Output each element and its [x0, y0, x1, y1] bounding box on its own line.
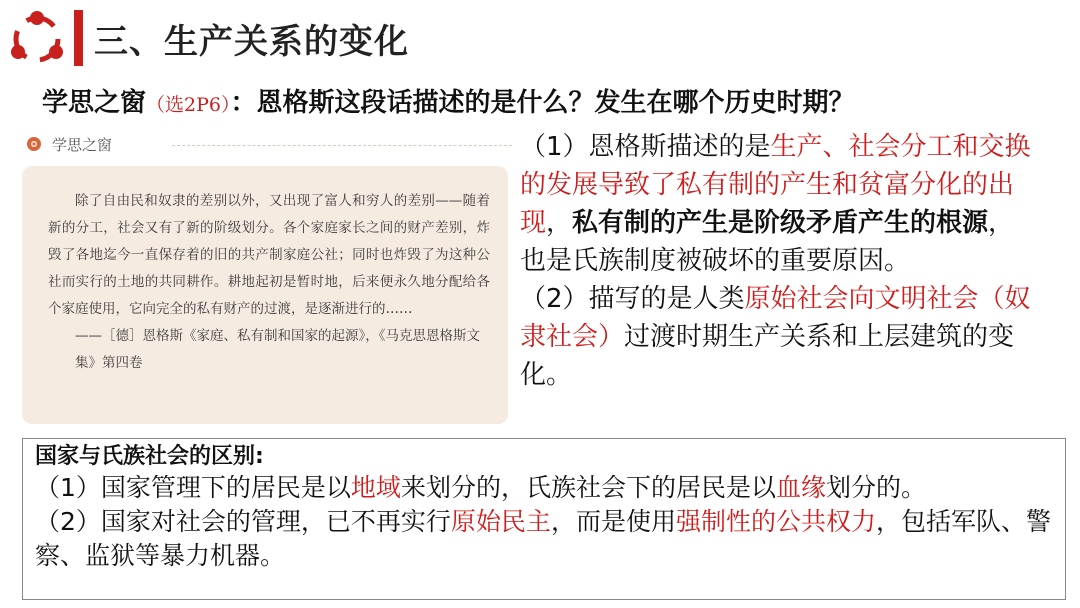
answer-1-lead: （1）恩格斯描述的是	[520, 132, 771, 162]
answer-1-bold: 私有制的产生是阶级矛盾产生的根源	[572, 208, 989, 238]
excerpt-box	[22, 166, 508, 424]
three-circles-logo	[8, 10, 66, 68]
item-1-middle: 来划分的，氏族社会下的居民是以	[400, 473, 776, 502]
answer-paragraph-1	[520, 128, 1040, 280]
excerpt-heading: 学思之窗	[52, 136, 113, 154]
item-2-highlight-1: 原始民主	[450, 507, 551, 536]
item-2-lead: （2）国家对社会的管理，已不再实行	[35, 507, 451, 536]
item-1-lead: （1）国家管理下的居民是以	[35, 473, 351, 502]
answer-1-tail: ，也是氏族制度被破坏的重要原因。	[520, 208, 1015, 276]
excerpt-header	[22, 128, 512, 160]
question-colon: ：	[230, 88, 257, 118]
page-title: 三、生产关系的变化	[94, 22, 409, 62]
item-2-tail: ，包括军队、警察、监狱等暴力机器。	[35, 507, 1051, 570]
title-accent-bar	[74, 10, 83, 66]
question-source: （选2P6）	[146, 94, 231, 116]
answer-1-highlight: 生产、社会分工和交换的发展导致了私有制的产生和贫富分化的出现	[520, 132, 1031, 238]
item-1-tail: 划分的。	[825, 473, 926, 502]
excerpt-citation: ——［德］恩格斯《家庭、私有制和国家的起源》，《马克思恩格斯文集》第四卷	[75, 328, 480, 371]
answer-text	[520, 128, 1040, 394]
answer-2-lead: （2）描写的是人类	[520, 284, 745, 314]
comparison-item-2	[35, 505, 1053, 573]
answer-2-highlight: 原始社会向文明社会（奴隶社会）	[520, 284, 1031, 352]
answer-1-comma: ，	[546, 208, 573, 238]
item-2-middle: ，而是使用	[550, 507, 676, 536]
excerpt-body: 除了自由民和奴隶的差别以外，又出现了富人和穷人的差别——随着新的分工，社会又有了新的阶级划分。各个家庭家长之间的财产差别，炸毁了各地迄今一直保存着的旧的共产制家庭公社；同时也炸毁了为这种公社而实行的土地的共同耕作。耕地起初是暂时地，后来便永久地分配给各个家庭使用，它向完全的私有财产的过渡，是逐渐进行的……	[48, 193, 490, 317]
flower-icon	[26, 136, 42, 152]
comparison-item-1	[35, 471, 1053, 505]
question-label: 学思之窗	[42, 88, 147, 118]
answer-paragraph-2	[520, 280, 1040, 394]
question-line	[42, 82, 855, 119]
comparison-title: 国家与氏族社会的区别:	[35, 444, 264, 469]
excerpt-divider	[172, 145, 512, 146]
item-2-highlight-2: 强制性的公共权力	[675, 507, 876, 536]
comparison-box	[22, 438, 1066, 600]
question-text: 恩格斯这段话描述的是什么？发生在哪个历史时期？	[256, 88, 855, 118]
item-1-highlight-2: 血缘	[775, 473, 826, 502]
item-1-highlight-1: 地域	[350, 473, 401, 502]
answer-2-tail: 过渡时期生产关系和上层建筑的变化。	[520, 322, 1015, 390]
